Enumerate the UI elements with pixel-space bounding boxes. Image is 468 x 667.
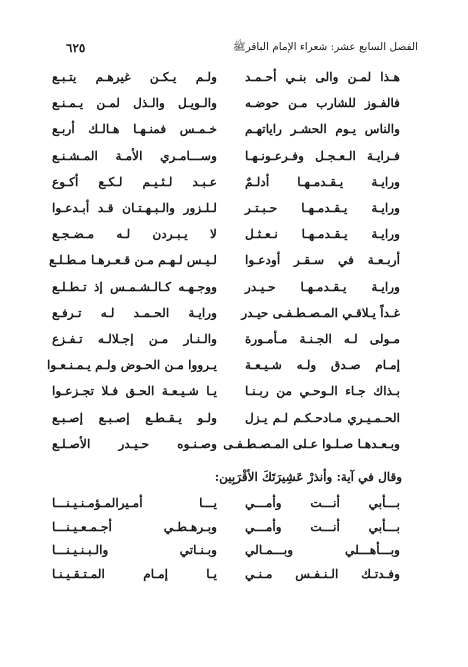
first-hemistich: مـولى لـه الجـنـة مـأمـورة [245, 332, 400, 346]
verse-line [0, 543, 468, 565]
first-hemistich: ورايـة يـقـدمـهـا أدلـمٌ [245, 174, 400, 189]
first-hemistich: هـذا لمـن والى بنـي أحـمـد [245, 70, 400, 84]
intro-line: وقال في آية: وأنذرْ عَشِيرَتَكَ الأقْرَبِين: [214, 470, 402, 484]
first-hemistich: غـداً يـلاقـي المـصـطـفـى حيـدر [241, 305, 400, 320]
second-hemistich: ولـو يـقـطـع إصـبـع إصـبـع [52, 410, 217, 425]
second-hemistich: ووجـهـه كـالـشـمـس إذ تـطـلـع [52, 279, 217, 294]
second-hemistich: وســـامـري الأمـة المـشـنـع [52, 148, 217, 163]
first-hemistich: الحـمـيـري مـادحـكـم لـم يـزل [245, 410, 400, 425]
first-hemistich: وبـعـدهـا صـلـوا عـلى المـصـطـفـى [223, 436, 400, 451]
verse-line [0, 201, 468, 223]
verse-line [0, 437, 468, 459]
verse-line [0, 520, 468, 542]
second-hemistich: وبـرهـطـي أجـمـعـيـنـــا [52, 519, 217, 534]
second-hemistich: وصـنـوه حـيـدر الأصـلـع [52, 436, 217, 451]
first-hemistich: بـذاك جـاء الـوحـي من ربـنـا [245, 384, 400, 399]
verse-line [0, 306, 468, 328]
second-hemistich: خـمـس فمنـهـا هـالـك أربـع [52, 122, 217, 137]
second-hemistich: لا يـبـردن لـه مـضـجـع [52, 227, 217, 242]
first-hemistich: والناس يـوم الحشـر راياتهـم [245, 122, 400, 137]
first-hemistich: ورايـة يـقـدمـهـا حـيـدر [245, 279, 400, 294]
verse-line [0, 332, 468, 354]
first-hemistich: فـرايـة الـعـجـل وفـرعـونـهـا [245, 148, 400, 163]
second-hemistich: ورايـة الحـمـد لـه تـرفـع [52, 305, 217, 320]
first-hemistich: إمـام صـدق ولـه شـيـعـة [245, 358, 400, 373]
second-hemistich: يـــا أمـيرالمـؤمـنـيـنـــا [52, 496, 217, 510]
verse-line [0, 280, 468, 302]
page-number: ٦٢٥ [66, 41, 86, 55]
second-hemistich: لـيـس لـهـم مـن قـعـرهـا مـطـلـع [48, 253, 217, 268]
first-hemistich: فالفـوز للشارب مـن حوضـه [245, 96, 400, 111]
page-header [66, 40, 418, 56]
verse-line [0, 384, 468, 406]
second-hemistich: يـا إمـام المـتـقـيـنـا [52, 566, 217, 581]
verse-line [0, 496, 468, 518]
second-hemistich: لـلـزور والـبـهـتـان قـد أبـدعـوا [52, 201, 217, 215]
second-hemistich: يـا شـيـعـة الحـق فـلا تجـزعـوا [52, 384, 217, 399]
first-hemistich: ورايـة يـقـدمـهـا نـعـثـل [245, 227, 400, 242]
verse-line [0, 149, 468, 171]
verse-line [0, 175, 468, 197]
first-hemistich: ورايـة يـقـدمـهـا حـبـتـر [245, 201, 400, 215]
second-hemistich: وبـنـاتي والـبـنـيـنـــا [52, 543, 217, 557]
chapter-title: الفصل السابع عشر: شعراء الإمام الباقرﷺ [232, 40, 418, 53]
verse-line [0, 567, 468, 589]
first-hemistich: أربـعـة في سـقـر أودعـوا [245, 253, 400, 268]
second-hemistich: عـبـد لـئـيـم لـكـع أكـوع [52, 174, 217, 189]
first-hemistich: بـــأبي أنـــت وأمـــي [245, 496, 400, 510]
verse-line [0, 411, 468, 433]
verse-line [0, 253, 468, 275]
second-hemistich: يـرووا مـن الحـوض ولـم يـمـنـعـوا [46, 358, 217, 373]
verse-line [0, 70, 468, 92]
verse-line [0, 358, 468, 380]
second-hemistich: والـويـل والـذل لمـن يـمـنـع [52, 96, 217, 111]
first-hemistich: بـــأبي أنـــت وأمـــي [245, 519, 400, 534]
second-hemistich: والـنـار مـن إجـلالـه تـفـزع [52, 332, 217, 346]
second-hemistich: ولـم يـكـن غيرهـم يتـبـع [52, 70, 217, 84]
verse-line [0, 227, 468, 249]
first-hemistich: وبـــأهـــلي وبـــمـالي [245, 543, 400, 557]
verse-line [0, 96, 468, 118]
verse-line [0, 122, 468, 144]
first-hemistich: وفـدتـك الـنـفـس مـنـي [245, 566, 400, 581]
